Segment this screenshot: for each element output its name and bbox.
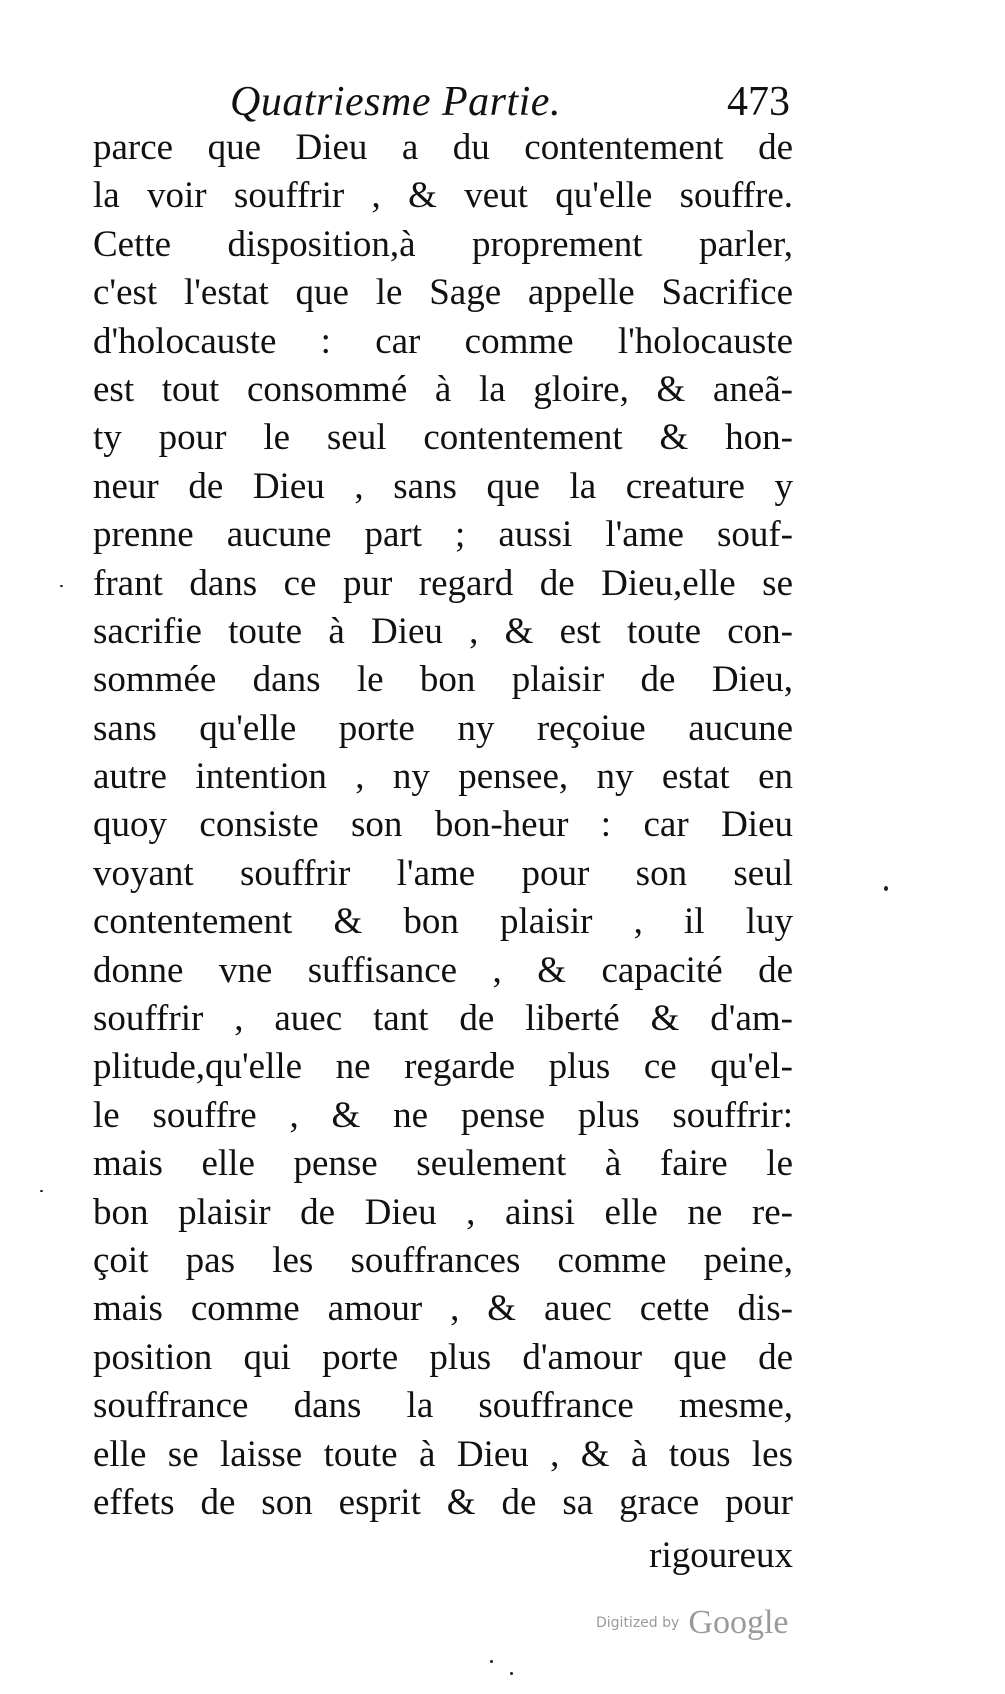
text-line: parce que Dieu a du contentement de — [93, 127, 793, 168]
text-line: ty pour le seul contentement & hon- — [93, 417, 793, 459]
text-line: contentement & bon plaisir , il luy — [93, 901, 793, 943]
ink-speck — [40, 1190, 43, 1192]
text-line: mais comme amour , & auec cette dis- — [93, 1288, 793, 1330]
text-line: est tout consommé à la gloire, & aneã- — [93, 368, 793, 410]
body-text — [93, 124, 793, 1527]
text-line: prenne aucune part ; aussi l'ame souf- — [93, 514, 793, 556]
text-line: souffrir , auec tant de liberté & d'am- — [93, 998, 793, 1040]
text-line: c'est l'estat que le Sage appelle Sacrifice — [93, 272, 793, 314]
text-line: le souffre , & ne pense plus souffrir: — [93, 1094, 793, 1136]
text-line: sommée dans le bon plaisir de Dieu, — [93, 659, 793, 701]
text-line: sacrifie toute à Dieu , & est toute con- — [93, 610, 793, 652]
text-line: frant dans ce pur regard de Dieu,elle se — [93, 562, 793, 604]
text-line: neur de Dieu , sans que la creature y — [93, 465, 793, 507]
text-line: souffrance dans la souffrance mesme, — [93, 1385, 793, 1427]
text-line: elle se laisse toute à Dieu , & à tous les — [93, 1433, 793, 1475]
page-number: 473 — [727, 79, 790, 125]
ink-speck — [510, 1672, 513, 1675]
catchword: rigoureux — [649, 1535, 793, 1576]
ink-speck — [884, 886, 888, 891]
text-line: sans qu'elle porte ny reçoiue aucune — [93, 707, 793, 749]
text-line: quoy consiste son bon-heur : car Dieu — [93, 804, 793, 846]
google-logo: Google — [688, 1604, 789, 1641]
watermark-prefix: Digitized by — [596, 1615, 680, 1631]
text-line: plitude,qu'elle ne regarde plus ce qu'el- — [93, 1046, 793, 1088]
ink-speck — [490, 1660, 493, 1663]
text-line: autre intention , ny pensee, ny estat en — [93, 756, 793, 798]
text-line: effets de son esprit & de sa grace pour — [93, 1481, 793, 1523]
text-line: voyant souffrir l'ame pour son seul — [93, 852, 793, 894]
text-line: donne vne suffisance , & capacité de — [93, 949, 793, 991]
text-line: bon plaisir de Dieu , ainsi elle ne re- — [93, 1191, 793, 1233]
text-line: çoit pas les souffrances comme peine, — [93, 1239, 793, 1281]
digitized-watermark — [596, 1604, 806, 1644]
text-line: d'holocauste : car comme l'holocauste — [93, 320, 793, 362]
text-line: la voir souffrir , & veut qu'elle souffre. — [93, 175, 793, 217]
ink-speck — [60, 585, 63, 587]
running-head: Quatriesme Partie. — [230, 79, 561, 125]
text-line: position qui porte plus d'amour que de — [93, 1336, 793, 1378]
text-line: mais elle pense seulement à faire le — [93, 1143, 793, 1185]
text-line: Cette disposition,à proprement parler, — [93, 223, 793, 265]
